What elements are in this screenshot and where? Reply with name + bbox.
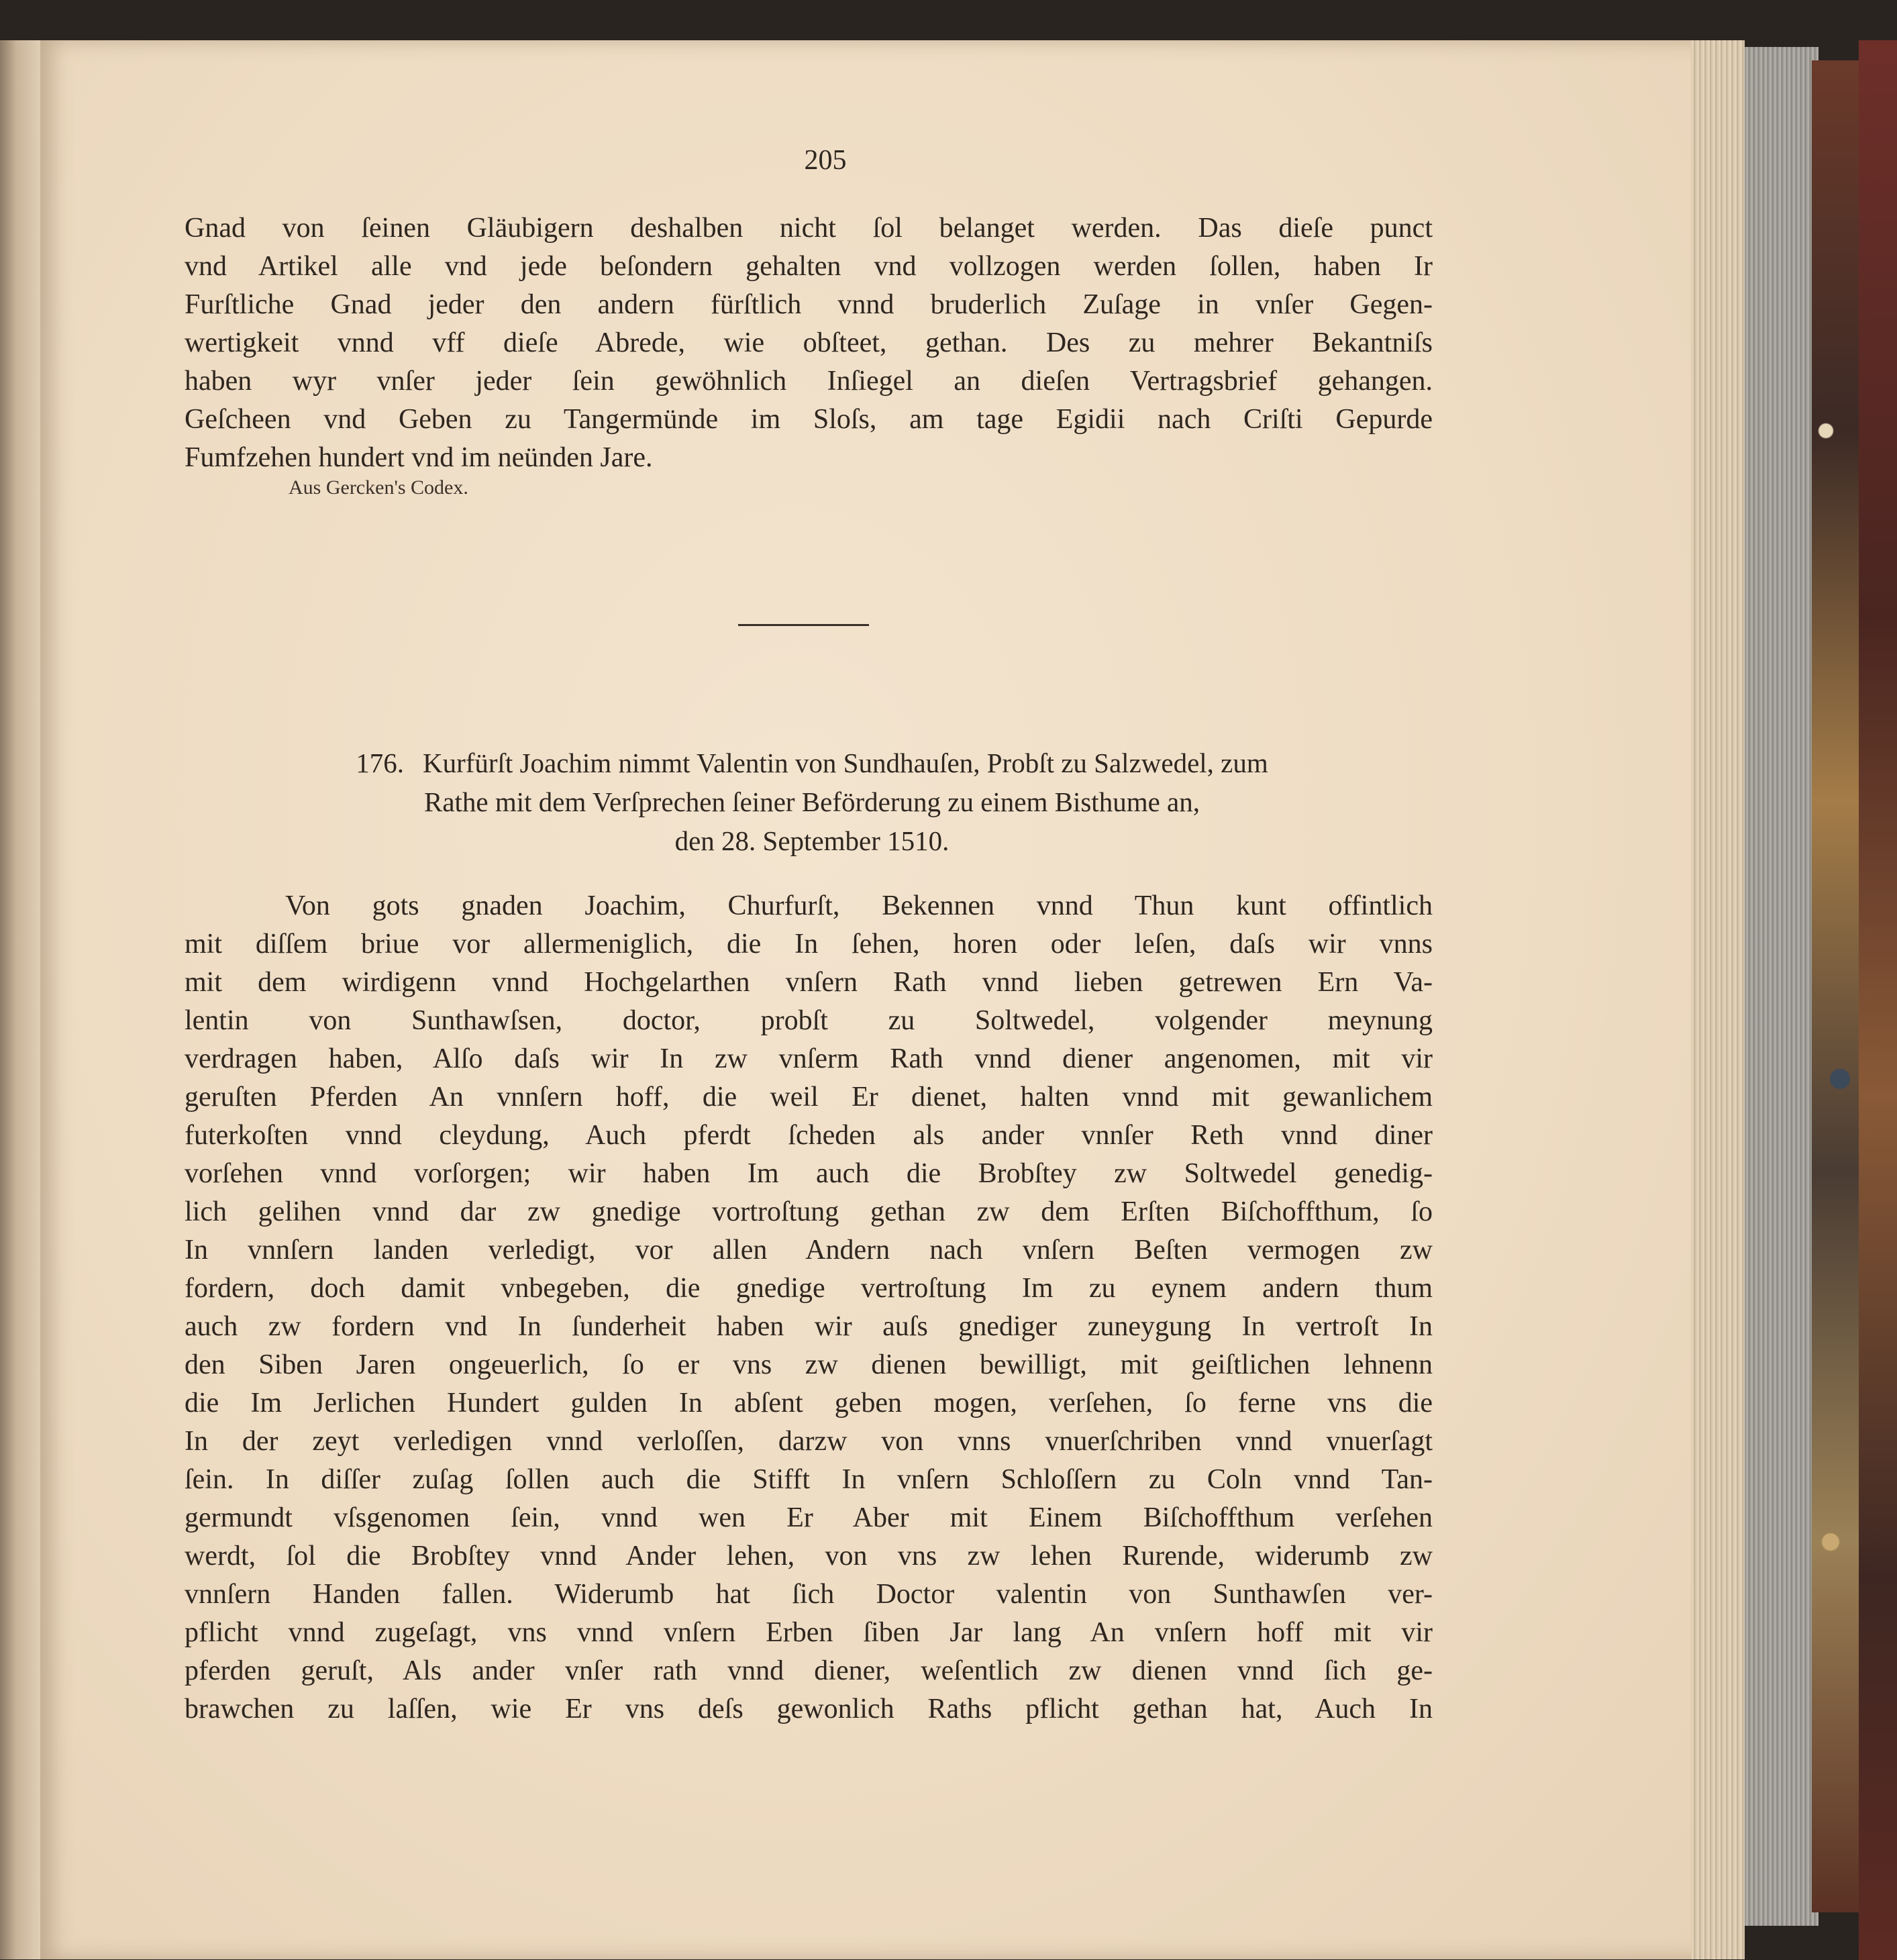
text-line: die Im Jerlichen Hundert gulden In abſent geben mogen, verſehen, ſo ferne vns die: [185, 1388, 1433, 1419]
text-line: mit dem wirdigenn vnnd Hochgelarthen vnſern Rath vnnd lieben getrewen Ern Va-: [185, 967, 1433, 998]
page-number: 205: [804, 145, 847, 176]
text-line: In vnnſern landen verledigt, vor allen Andern nach vnſern Beſten vermogen zw: [185, 1235, 1433, 1266]
text-line: germundt vſsgenomen ſein, vnnd wen Er Aber mit Einem Biſchoffthum verſehen: [185, 1502, 1433, 1533]
text-line: Furſtliche Gnad jeder den andern fürſtlich vnnd bruderlich Zuſage in vnſer Gegen-: [185, 289, 1433, 320]
source-note: Aus Gercken's Codex.: [289, 476, 468, 499]
text-line: ſein. In diſſer zuſag ſollen auch die Stifft In vnſern Schloſſern zu Coln vnnd Tan-: [185, 1464, 1433, 1495]
continued-document-paragraph: [185, 209, 1433, 477]
text-line: lentin von Sunthawſsen, doctor, probſt zu Soltwedel, volgender meynung: [185, 1005, 1433, 1036]
page-stack-edges: [1691, 40, 1745, 1959]
text-line: wertigkeit vnnd vff dieſe Abrede, wie obſteet, gethan. Des zu mehrer Bekantniſs: [185, 327, 1433, 358]
text-line: geruſten Pferden An vnnſern hoff, die weil Er dienet, halten vnnd mit gewanlichem: [185, 1082, 1433, 1113]
text-line: haben wyr vnſer jeder ſein gewöhnlich Inſiegel an dieſen Vertragsbrief gehangen.: [185, 366, 1433, 397]
text-line: lich gelihen vnnd dar zw gnedige vortroſtung gethan zw dem Erſten Biſchoffthum, ſo: [185, 1196, 1433, 1227]
text-line: Fumfzehen hundert vnd im neünden Jare.: [185, 442, 653, 473]
text-line: werdt, ſol die Brobſtey vnnd Ander lehen, von vns zw lehen Rurende, widerumb zw: [185, 1541, 1433, 1571]
text-line: futerkoſten vnnd cleydung, Auch pferdt ſcheden als ander vnnſer Reth vnnd diner: [185, 1120, 1433, 1151]
marbled-endpaper: [1812, 60, 1859, 1912]
text-line: mit diſſem briue vor allermeniglich, die In ſehen, horen oder leſen, daſs wir vnns: [185, 929, 1433, 960]
section-divider: [738, 624, 869, 626]
text-line: vnd Artikel alle vnd jede beſondern gehalten vnd vollzogen werden ſollen, haben Ir: [185, 251, 1433, 282]
text-line: pferden geruſt, Als ander vnſer rath vnnd diener, weſentlich zw dienen vnnd ſich ge-: [185, 1655, 1433, 1686]
text-line: brawchen zu laſſen, wie Er vns deſs gewonlich Raths pflicht gethan hat, Auch In: [185, 1694, 1433, 1724]
heading-text-1: Kurfürſt Joachim nimmt Valentin von Sundhauſen, Probſt zu Salzwedel, zum: [422, 747, 1268, 778]
document-number: 176.: [356, 747, 404, 778]
text-line: In der zeyt verledigen vnnd verloſſen, darzw von vnns vnuerſchriben vnnd vnuerſagt: [185, 1426, 1433, 1457]
book-block-side: [1745, 47, 1818, 1926]
text-line: Gnad von ſeinen Gläubigern deshalben nicht ſol belanget werden. Das dieſe punct: [185, 213, 1433, 244]
document-heading: [232, 743, 1392, 860]
text-line: auch zw fordern vnd In ſunderheit haben wir auſs gnediger zuneygung In vertroſt In: [185, 1311, 1433, 1342]
text-line: Geſcheen vnd Geben zu Tangermünde im Sloſs, am tage Egidii nach Criſti Gepurde: [185, 404, 1433, 435]
heading-line-3: den 28. September 1510.: [674, 825, 950, 856]
heading-line-2: Rathe mit dem Verſprechen ſeiner Beförderung zu einem Bisthume an,: [424, 786, 1200, 817]
heading-line-1: [232, 743, 1392, 782]
text-line: den Siben Jaren ongeuerlich, ſo er vns zw dienen bewilligt, mit geiſtlichen lehnenn: [185, 1349, 1433, 1380]
text-line: vnnſern Handen fallen. Widerumb hat ſich Doctor valentin von Sunthawſen ver-: [185, 1579, 1433, 1610]
text-line: vorſehen vnnd vorſorgen; wir haben Im auch die Brobſtey zw Soltwedel genedig-: [185, 1158, 1433, 1189]
text-line: pflicht vnnd zugeſagt, vns vnnd vnſern Erben ſiben Jar lang An vnſern hoff mit vir: [185, 1617, 1433, 1648]
charter-text-paragraph: [185, 887, 1433, 1729]
text-line: verdragen haben, Alſo daſs wir In zw vnſerm Rath vnnd diener angenomen, mit vir: [185, 1043, 1433, 1074]
text-line: Von gots gnaden Joachim, Churfurſt, Bekennen vnnd Thun kunt offintlich: [285, 890, 1433, 921]
text-line: fordern, doch damit vnbegeben, die gnedige vertroſtung Im zu eynem andern thum: [185, 1273, 1433, 1304]
book-cover-edge: [1859, 40, 1897, 1960]
